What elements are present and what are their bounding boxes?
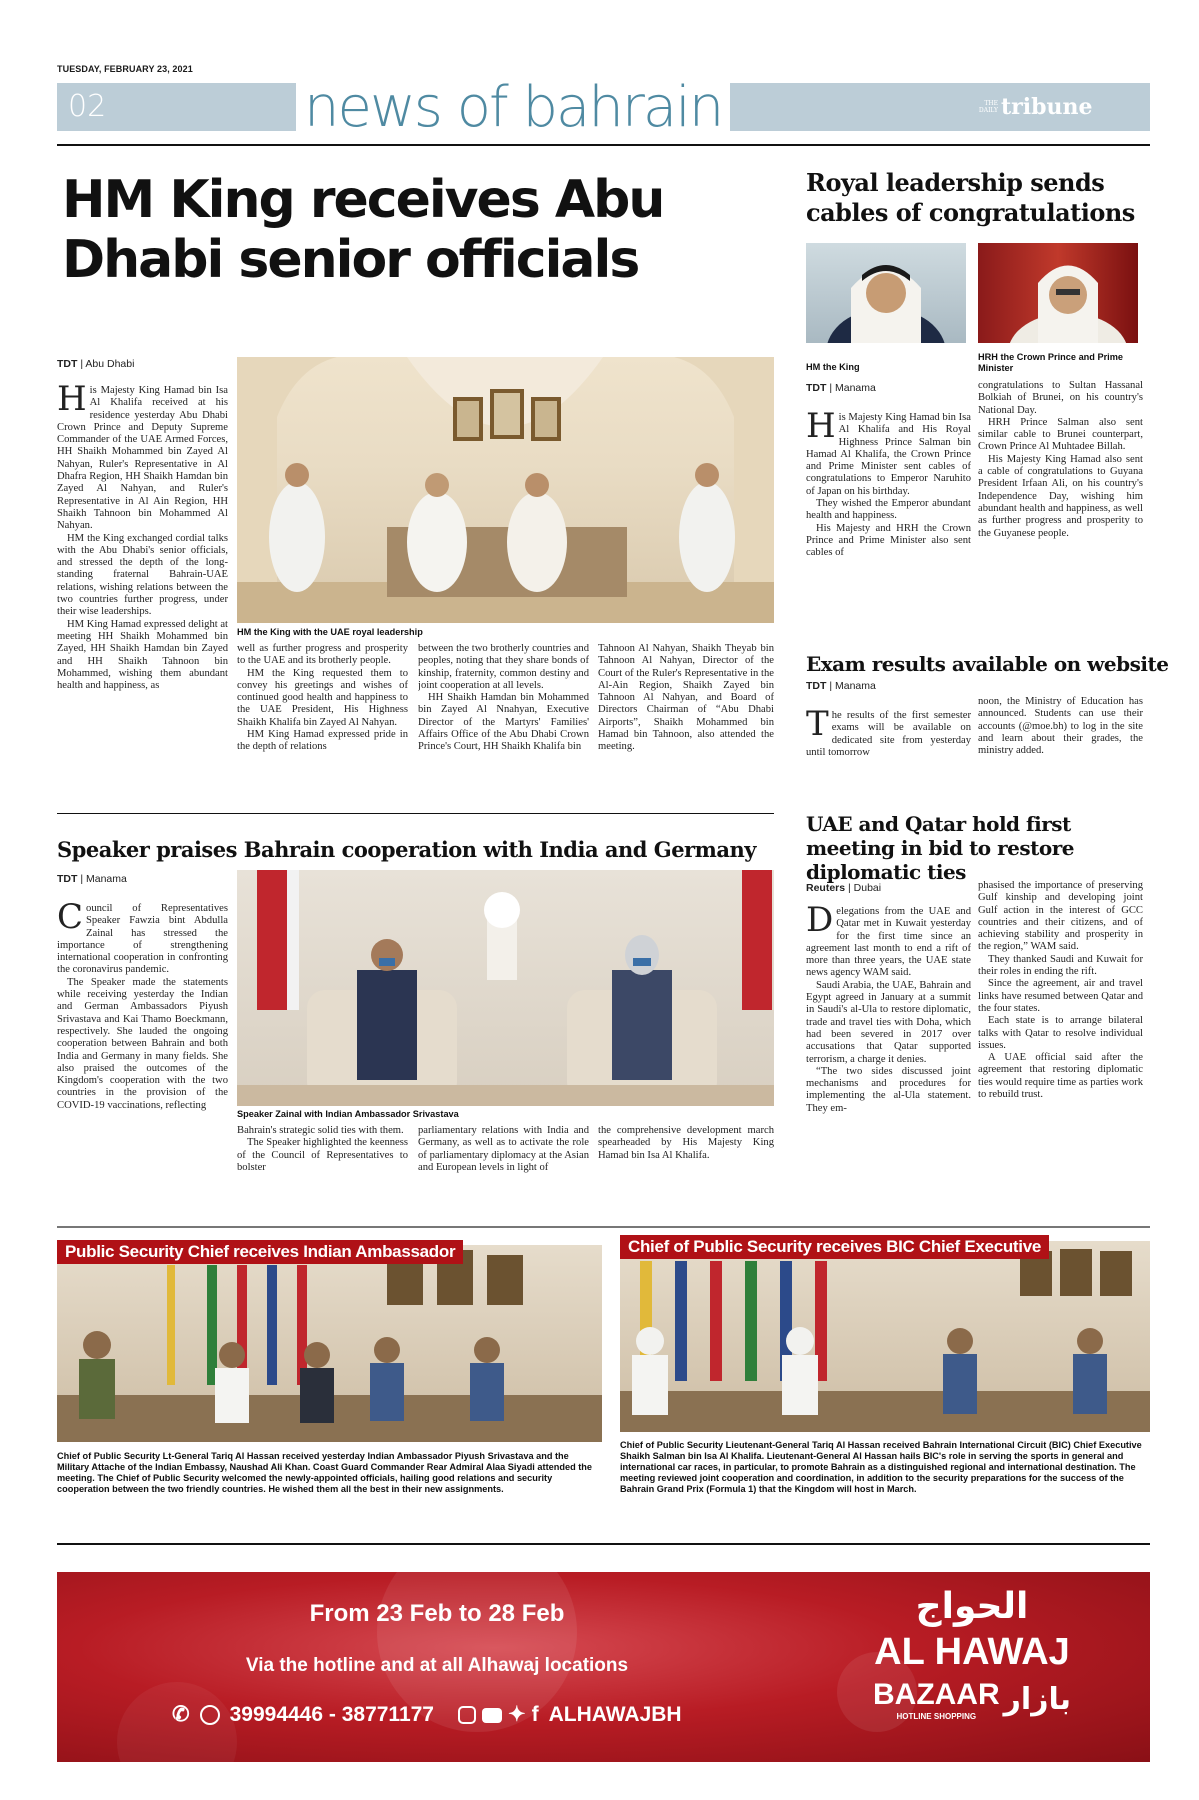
- paragraph: HM the King exchanged cordial talks with the Abu Dhabi's senior officials, and stressed the depth of the long-standing fraternal Bahrain-UAE relations, wishing relations between the two countries further progress, under their wise leaderships.: [57, 532, 228, 618]
- uae-qatar-headline: UAE and Qatar hold first meeting in bid to restore diplomatic ties: [806, 812, 1074, 884]
- security-tag-1: Public Security Chief receives Indian Ambassador: [57, 1240, 463, 1264]
- royal-col-2: [978, 380, 1143, 624]
- lead-byline: TDT | Abu Dhabi: [57, 358, 135, 370]
- royal-col-1: [806, 412, 971, 624]
- header-rule: [57, 144, 1150, 146]
- byline-place: Manama: [85, 873, 127, 885]
- paragraph: Saudi Arabia, the UAE, Bahrain and Egypt agreed in January at a summit in Saudi's al-Ula to restore diplomatic, trade and travel ties with Doha, which had been severed in 2017 over accusations that Qatar supported terrorism, a charge it denies.: [806, 979, 971, 1065]
- paragraph: The results of the first semester exams will be available on dedicated site from yesterday until tomorrow: [806, 710, 971, 758]
- speaker-byline: TDT | Manama: [57, 873, 127, 885]
- issue-date: TUESDAY, FEBRUARY 23, 2021: [57, 64, 193, 74]
- paragraph: HRH Prince Salman also sent similar cable to Brunei counterpart, Crown Prince Al Muhtadee Billah.: [978, 416, 1143, 453]
- paragraph: noon, the Ministry of Education has announced. Students can use their accounts (@moe.bh) to log in the site and learn about their grades, the ministry added.: [978, 696, 1143, 757]
- security-photo-1-illustration: [57, 1245, 602, 1442]
- paragraph: A UAE official said after the agreement that restoring diplomatic ties would require time as parties work to rebuild trust.: [978, 1052, 1143, 1101]
- crown-prince-portrait: [978, 243, 1138, 343]
- drop-cap: H: [57, 385, 87, 419]
- speaker-photo: [237, 870, 774, 1106]
- security-photo-2: [620, 1241, 1150, 1432]
- paragraph: Tahnoon Al Nahyan, Shaikh Theyab bin Tahnoon Al Nahyan, Director of the Court of the Ruler's Representative in the Al-Ain Region, Shaikh Zayed bin Tahnoon Al Nahyan, and Board of Directors Chairman of “Abu Dhabi Airports”, Shaikh Mohammed bin Hamad bin Tahnoon, also attended the meeting.: [598, 643, 774, 753]
- king-photo-caption: HM the King: [806, 362, 860, 372]
- byline-agency: TDT: [806, 382, 827, 394]
- exam-col-2: [978, 696, 1143, 800]
- paragraph: Delegations from the UAE and Qatar met in Kuwait yesterday for the first time since an agreement last month to end a rift of more than three years, the UAE state news agency WAM said.: [806, 906, 971, 979]
- alhawaj-logo: [862, 1584, 1082, 1722]
- logo-brand: tribune: [1001, 94, 1093, 120]
- security-caption-1: Chief of Public Security Lt-General Tariq Al Hassan received yesterday Indian Ambassador Piyush Srivastava and the Military Attache of the Indian Embassy, Naushad Ali Khan. Coast Guard Commander Rear Admiral Alaa Siyadi attended the meeting. The Chief of Public Security welcomed the newly-appointed officials, hailing good relations and security cooperation between the two friendly countries. He wished them all the best in their new assignments.: [57, 1451, 593, 1494]
- paragraph: well as further progress and prosperity to the UAE and its brotherly people.: [237, 643, 408, 667]
- security-photo-1: [57, 1245, 602, 1442]
- lead-col-1: [57, 385, 228, 798]
- facebook-icon: f: [531, 1703, 539, 1726]
- drop-cap: H: [806, 412, 836, 446]
- speaker-photo-caption: Speaker Zainal with Indian Ambassador Srivastava: [237, 1109, 459, 1119]
- paragraph: phasised the importance of preserving Gulf kinship and developing joint Gulf action in the interest of GCC countries and their citizens, and of achieving stability and prosperity in the region,” WAM said.: [978, 880, 1143, 953]
- lead-headline: HM King receives Abu Dhabi senior officials: [62, 170, 664, 290]
- ad-divider: [57, 1543, 1150, 1545]
- youtube-icon: [482, 1708, 502, 1723]
- lead-photo: [237, 357, 774, 623]
- paragraph: Since the agreement, air and travel links have resumed between Qatar and the four states.: [978, 978, 1143, 1014]
- logo-arabic: الحواج: [915, 1586, 1029, 1627]
- royal-headline: Royal leadership sends cables of congratulations: [806, 168, 1135, 227]
- alhawaj-advertisement[interactable]: [57, 1572, 1150, 1762]
- paragraph: They wished the Emperor abundant health and happiness.: [806, 498, 971, 522]
- paragraph: His Majesty King Hamad bin Isa Al Khalifa and His Royal Highness Prince Salman bin Hamad Al Khalifa, the Crown Prince and Prime Minister sent cables of congratulations to Emperor Naruhito of Japan on his birthday.: [806, 412, 971, 497]
- uae-qatar-col-1: [806, 906, 971, 1218]
- paragraph: the comprehensive development march spearheaded by His Majesty King Hamad bin Isa Al Khalifa.: [598, 1125, 774, 1161]
- paragraph: The Speaker highlighted the keenness of the Council of Representatives to bolster: [237, 1137, 408, 1173]
- logo-name: AL HAWAJ: [874, 1631, 1070, 1673]
- lead-col-2: [237, 643, 408, 798]
- speaker-col-4: [598, 1125, 774, 1215]
- byline-place: Manama: [834, 382, 876, 394]
- section-divider: [57, 813, 774, 814]
- speaker-photo-illustration: [237, 870, 774, 1106]
- paragraph: His Majesty King Hamad also sent a cable of congratulations to Guyana President Irfaan Ali, on his country's Independence Day, wishing him abundant health and happiness, as well as further progress and prosperity to the Guyanese people.: [978, 453, 1143, 539]
- byline-place: Abu Dhabi: [85, 358, 135, 370]
- lead-col-4: [598, 643, 774, 798]
- lead-col-3: [418, 643, 589, 798]
- paragraph: Each state is to arrange bilateral talks with Qatar to resolve individual issues.: [978, 1015, 1143, 1051]
- security-tag-2: Chief of Public Security receives BIC Chief Executive: [620, 1235, 1049, 1259]
- byline-agency: TDT: [57, 873, 78, 885]
- speaker-col-2: [237, 1125, 408, 1215]
- speaker-col-3: [418, 1125, 589, 1215]
- byline-place: Dubai: [853, 882, 882, 894]
- paragraph: HM King Hamad expressed pride in the depth of relations: [237, 729, 408, 753]
- paragraph: HM King Hamad expressed delight at meeting HH Shaikh Mohammed bin Zayed, HH Shaikh Hamdan bin Zayed and HH Shaikh Tahnoon bin Mohammed, wishing them abundant health and happiness, as: [57, 618, 228, 692]
- page-number: 02: [68, 89, 107, 124]
- paragraph: His Majesty and HRH the Crown Prince and Prime Minister also sent cables of: [806, 522, 971, 559]
- crown-prince-photo: [978, 243, 1138, 343]
- security-photo-2-illustration: [620, 1241, 1150, 1432]
- speaker-col-1: [57, 903, 228, 1215]
- byline-agency: Reuters: [806, 882, 846, 894]
- ad-social-handle: ALHAWAJBH: [548, 1703, 682, 1726]
- paragraph: “The two sides discussed joint mechanisms and procedures for implementing the al-Ula statement. They em-: [806, 1065, 971, 1114]
- byline-agency: TDT: [806, 680, 827, 692]
- logo-small-text: THE DAILY: [978, 100, 998, 114]
- ad-channels: Via the hotline and at all Alhawaj locations: [245, 1655, 629, 1676]
- paragraph: congratulations to Sultan Hassanal Bolkiah of Brunei, on his country's National Day.: [978, 380, 1143, 416]
- drop-cap: T: [806, 710, 829, 744]
- crown-prince-photo-caption: HRH the Crown Prince and Prime Minister: [978, 352, 1123, 373]
- logo-bazaar-arabic: بازار: [1003, 1682, 1071, 1717]
- publication-logo: [978, 94, 1092, 120]
- speaker-headline: Speaker praises Bahrain cooperation with India and Germany: [57, 837, 756, 862]
- paragraph: parliamentary relations with India and Germany, as well as to activate the role of parliamentary diplomacy at the Asian and European levels in light of: [418, 1125, 589, 1173]
- ad-dates: From 23 Feb to 28 Feb: [309, 1600, 565, 1627]
- logo-tagline: HOTLINE SHOPPING: [896, 1712, 977, 1721]
- uae-qatar-col-2: [978, 880, 1143, 1218]
- whatsapp-icon: [200, 1705, 220, 1725]
- paragraph: between the two brotherly countries and peoples, noting that they share bonds of kinship, fraternity, common destiny and joint cooperation at all levels.: [418, 643, 589, 691]
- paragraph: The Speaker made the statements while receiving yesterday the Indian and German Ambassadors Piyush Srivastava and Kai Thamo Boeckmann, respectively. She lauded the ongoing cooperation between Bahrain and both India and Germany in many fields. She also praised the outcomes of the Kingdom's cooperation with the two countries in the provision of the COVID-19 vaccinations, reflecting: [57, 976, 228, 1111]
- instagram-icon: [458, 1706, 476, 1724]
- paragraph: Council of Representatives Speaker Fawzia bint Abdulla Zainal has stressed the importance of strengthening international cooperation in confronting the coronavirus pandemic.: [57, 903, 228, 976]
- lead-photo-illustration: [237, 357, 774, 623]
- logo-bazaar: BAZAAR: [872, 1678, 1000, 1711]
- section-divider: [57, 1226, 1150, 1228]
- paragraph: HM the King requested them to convey his greetings and wishes of continued good health and happiness to the UAE President, His Highness Shaikh Khalifa bin Zayed Al Nahyan.: [237, 667, 408, 728]
- exam-headline: Exam results available on website: [806, 652, 1169, 676]
- section-title: news of bahrain: [296, 80, 730, 136]
- exam-col-1: [806, 710, 971, 800]
- paragraph: Bahrain's strategic solid ties with them.: [237, 1125, 404, 1136]
- uae-qatar-byline: Reuters | Dubai: [806, 882, 882, 894]
- exam-byline: TDT | Manama: [806, 680, 876, 692]
- drop-cap: D: [806, 906, 834, 940]
- ad-phone-numbers: 39994446 - 38771177: [229, 1703, 434, 1726]
- drop-cap: C: [57, 903, 84, 937]
- byline-place: Manama: [834, 680, 876, 692]
- king-portrait: [806, 243, 966, 343]
- paragraph: HH Shaikh Hamdan bin Mohammed bin Zayed Al Nnahyan, Executive Director of the Martyrs' Families' Affairs Office of the Abu Dhabi Crown Prince's Court, HH Shaikh Khalifa bin: [418, 692, 589, 753]
- twitter-icon: ✦: [507, 1703, 526, 1726]
- paragraph: His Majesty King Hamad bin Isa Al Khalifa received at his residence yesterday Abu Dhabi Crown Prince and Deputy Supreme Commander of the UAE Armed Forces, HH Shaikh Mohammed bin Zayed Al Nahyan, Ruler's Representative in Al Dhafra Region, HH Shaikh Hamdan bin Zayed Al Nahyan, and Ruler's Representative in Al Ain Region, HH Shaikh Tahnoon bin Mohammed Al Nahyan.: [57, 385, 228, 532]
- security-caption-2: Chief of Public Security Lieutenant-General Tariq Al Hassan received Bahrain International Circuit (BIC) Chief Executive Shaikh Salman bin Isa Al Khalifa. Lieutenant-General Al Hassan hails BIC's role in serving the sports in general and international car races, in particular, to promote Bahrain as a distinguished regional and international destination. The meeting reviewed joint cooperation and coordination, in addition to the security preparations for the success of the Bahrain Grand Prix (Formula 1) that the Kingdom will host in March.: [620, 1440, 1142, 1494]
- byline-agency: TDT: [57, 358, 78, 370]
- royal-byline: TDT | Manama: [806, 382, 876, 394]
- lead-photo-caption: HM the King with the UAE royal leadership: [237, 627, 423, 637]
- phone-icon: ✆: [172, 1703, 190, 1726]
- ad-contact: [172, 1702, 682, 1728]
- paragraph: They thanked Saudi and Kuwait for their roles in ending the rift.: [978, 953, 1143, 978]
- king-photo: [806, 243, 966, 343]
